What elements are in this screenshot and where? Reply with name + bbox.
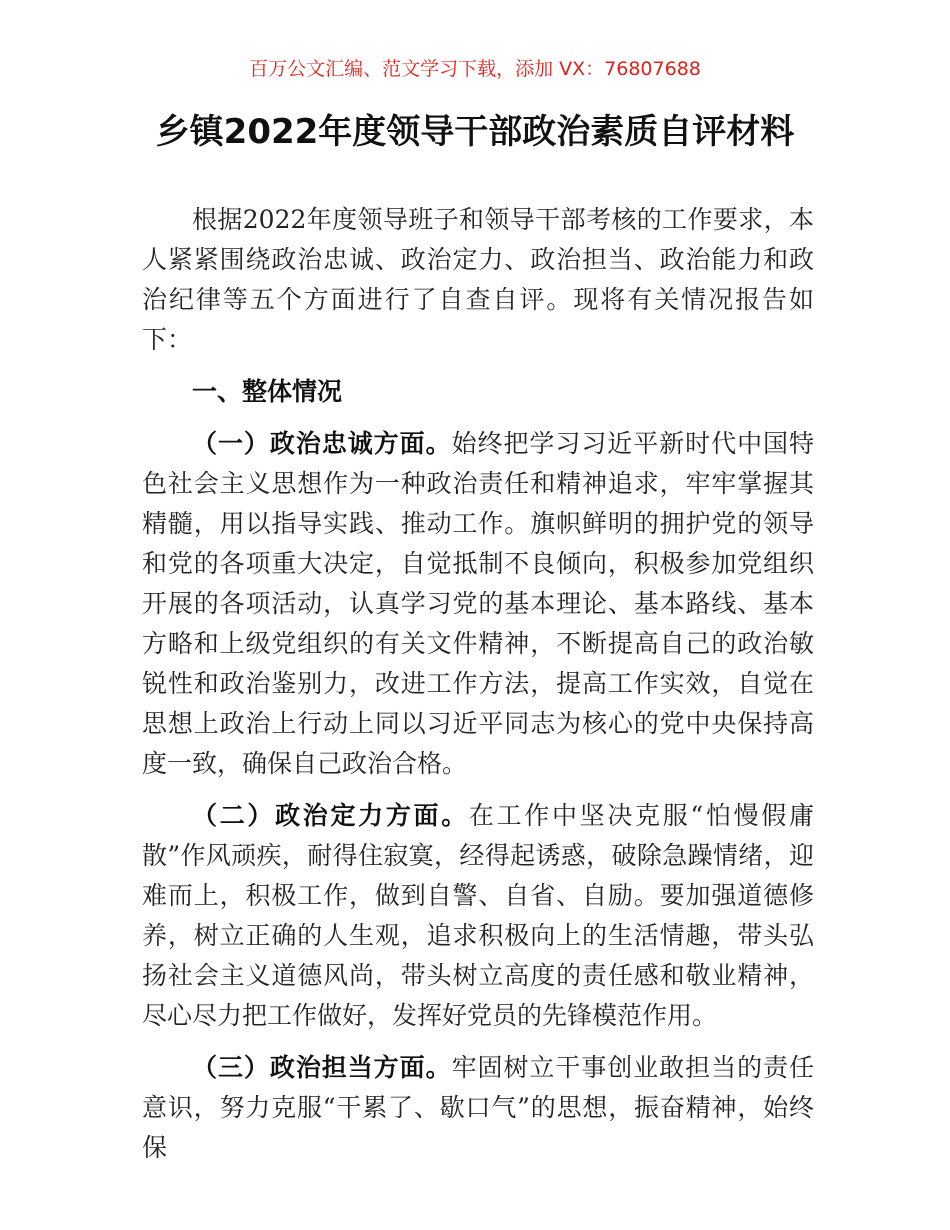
document-body xyxy=(142,200,814,1180)
paragraph-lead: （一）政治忠诚方面。 xyxy=(192,429,452,458)
intro-paragraph: 根据2022年度领导班子和领导干部考核的工作要求，本人紧紧围绕政治忠诚、政治定力、政治担当、政治能力和政治纪律等五个方面进行了自查自评。现将有关情况报告如下： xyxy=(142,205,814,354)
paragraph-text: 始终把学习习近平新时代中国特色社会主义思想作为一种政治责任和精神追求，牢牢掌握其精髓，用以指导实践、推动工作。旗帜鲜明的拥护党的领导和党的各项重大决定，自觉抵制不良倾向，积极参加党组织开展的各项活动，认真学习党的基本理论、基本路线、基本方略和上级党组织的有关文件精神，不断提高自己的政治敏锐性和政治鉴别力，改进工作方法，提高工作实效，自觉在思想上政治上行动上同以习近平同志为核心的党中央保持高度一致，确保自己政治合格。 xyxy=(142,429,814,778)
watermark-notice: 百万公文汇编、范文学习下载，添加 VX：76807688 xyxy=(249,58,701,80)
paragraph-political-loyalty xyxy=(142,424,814,784)
paragraph-political-responsibility xyxy=(142,1048,814,1168)
paragraph-text: 在工作中坚决克服“怕慢假庸散”作风顽疾，耐得住寂寞，经得起诱惑，破除急躁情绪，迎难而上，积极工作，做到自警、自省、自励。要加强道德修养，树立正确的人生观，追求积极向上的生活情趣，带头弘扬社会主义道德风尚，带头树立高度的责任感和敬业精神，尽心尽力把工作做好，发挥好党员的先锋模范作用。 xyxy=(142,801,814,1030)
paragraph-lead: （三）政治担当方面。 xyxy=(192,1053,452,1082)
paragraph-text: 牢固树立干事创业敢担当的责任意识，努力克服“干累了、歇口气”的思想，振奋精神，始终保 xyxy=(142,1053,814,1162)
section-heading: 一、整体情况 xyxy=(192,377,343,406)
paragraph-political-resolve xyxy=(142,796,814,1036)
paragraph-lead: （二）政治定力方面。 xyxy=(192,801,469,830)
document-title: 乡镇2022年度领导干部政治素质自评材料 xyxy=(155,112,795,152)
